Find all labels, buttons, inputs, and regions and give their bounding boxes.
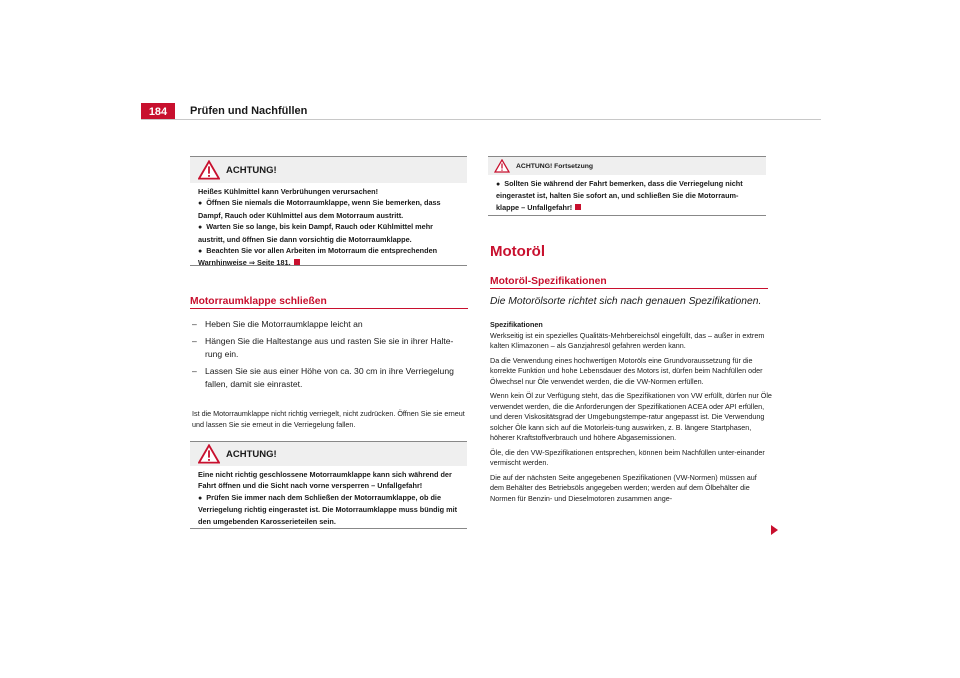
warning-header <box>488 157 766 175</box>
warning-body <box>488 175 766 217</box>
warning-bullet: ● Prüfen Sie immer nach dem Schließen der Motorraumklappe, ob die Verriegelung richtig eingerastet ist. Die Motorraumklappe muss bündig mit den umgebenden Karosserieteilen sein. <box>198 492 461 527</box>
steps-list <box>192 318 468 395</box>
warning-title: ACHTUNG! <box>226 448 277 460</box>
list-item: – Heben Sie die Motorraumklappe leicht an <box>192 318 468 331</box>
paragraph: Da die Verwendung eines hochwertigen Motoröls eine Grundvoraussetzung für die korrekte Funktion und hohe Lebensdauer des Motors ist, dürfen beim Nachfüllen oder Ölwechsel nur Öle verwendet werden, die die VW-Normen erfüllen. <box>490 355 763 386</box>
section-heading-oil-spec: Motoröl-Spezifikationen <box>490 276 607 287</box>
section-subtitle: Die Motorölsorte richtet sich nach genauen Spezifikationen. <box>490 296 762 307</box>
list-item: – Hängen Sie die Haltestange aus und rasten Sie sie in ihrer Halte-rung ein. <box>192 335 468 361</box>
section-rule <box>190 308 468 309</box>
header-rule <box>141 119 821 120</box>
page-reference-link[interactable]: ⇒ Seite 181. <box>248 258 291 268</box>
header-title: Prüfen und Nachfüllen <box>190 105 308 117</box>
list-item: – Lassen Sie sie aus einer Höhe von ca. 30 cm in ihre Verriegelung fallen, damit sie einrastet. <box>192 365 468 391</box>
warning-triangle-icon <box>494 159 510 173</box>
latch-note: Ist die Motorraumklappe nicht richtig verriegelt, nicht zudrücken. Öffnen Sie sie erneut und lassen Sie sie erneut in die Verriegelung fallen. <box>192 409 465 429</box>
warning-title: ACHTUNG! Fortsetzung <box>516 162 594 170</box>
section-heading-close-hood: Motorraumklappe schließen <box>190 296 327 307</box>
warning-bullet: ● Warten Sie so lange, bis kein Dampf, Rauch oder Kühlmittel mehr austritt, und öffnen Sie dann vorsichtig die Motorraumklappe. <box>198 221 461 245</box>
oil-spec-text <box>490 320 772 508</box>
warning-box-coolant <box>190 156 467 266</box>
paragraph: Werkseitig ist ein spezielles Qualitäts-Mehrbereichsöl eingefüllt, das – außer in extrem kalten Klimazonen – als Ganzjahresöl gefahren werden kann. <box>490 330 765 350</box>
page-number: 184 <box>141 103 175 120</box>
paragraph: Wenn kein Öl zur Verfügung steht, das die Spezifikationen von VW erfüllt, dürfen nur Öle verwendet werden, die die Anforderungen der Spezifikationen ACEA oder API erfüllen, und deren Viskositätsgrad der Umgebungstempe-ratur angepasst ist. Die Verwendung solcher Öle kann sich auf die Motorleis-tung auswirken, z. B. längere Startphasen, höherer Kraftstoffverbrauch und höhere Abgasemissionen. <box>490 391 772 442</box>
warning-body <box>190 183 467 273</box>
chapter-title: Motoröl <box>490 243 545 260</box>
warning-box-continued <box>488 156 766 216</box>
warning-bullet: ● Öffnen Sie niemals die Motorraumklappe, wenn Sie bemerken, dass Dampf, Rauch oder Kühlmittel aus dem Motorraum austritt. <box>198 197 461 221</box>
warning-bullet <box>198 245 461 269</box>
paragraph: Öle, die den VW-Spezifikationen entsprechen, können beim Nachfüllen unter-einander vermischt werden. <box>490 447 765 467</box>
warning-bullet-text: Beachten Sie vor allen Arbeiten im Motorraum die entsprechenden Warnhinweise <box>198 246 438 268</box>
subheading-label: Spezifikationen <box>490 320 543 329</box>
warning-body <box>190 466 467 531</box>
section-rule <box>490 288 768 289</box>
paragraph: Die auf der nächsten Seite angegebenen Spezifikationen (VW-Normen) müssen auf dem Behälter des Betriebsöls angegeben werden; werden auf dem Ölbehälter die Normen für Benzin- und Dieselmotoren zusammen ange- <box>490 472 757 503</box>
warning-bullet-text: Sollten Sie während der Fahrt bemerken, dass die Verriegelung nicht eingerastet ist, halten Sie sofort an, und schließen Sie die Motorraum-klappe – Unfallgefahr! <box>496 179 743 212</box>
end-of-section-icon <box>294 259 300 265</box>
warning-header <box>190 442 467 466</box>
warning-box-hood-latch <box>190 441 467 529</box>
warning-triangle-icon <box>198 160 220 180</box>
warning-intro: Heißes Kühlmittel kann Verbrühungen verursachen! <box>198 187 379 196</box>
warning-bullet <box>496 178 760 213</box>
continue-arrow-icon <box>771 525 778 535</box>
end-of-section-icon <box>575 204 581 210</box>
warning-header <box>190 157 467 183</box>
warning-intro: Eine nicht richtig geschlossene Motorraumklappe kann sich während der Fahrt öffnen und die Sicht nach vorne versperren – Unfallgefahr! <box>198 470 452 491</box>
warning-title: ACHTUNG! <box>226 164 277 176</box>
warning-triangle-icon <box>198 444 220 464</box>
